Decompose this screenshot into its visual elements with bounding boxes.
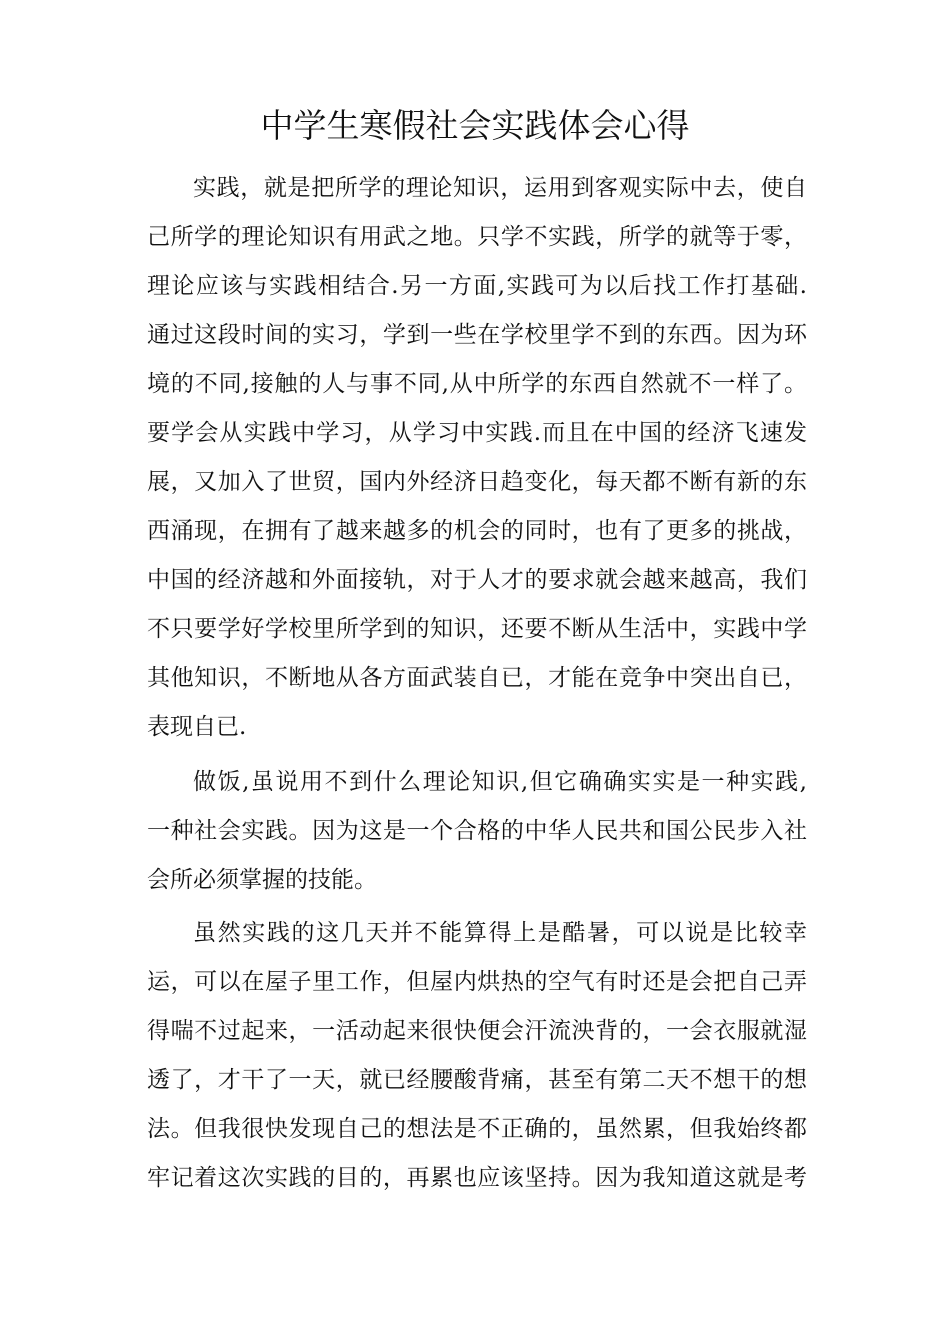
paragraph-1-line-1: 实践，就是把所学的理论知识，运用到客观实际中去，使自 xyxy=(193,175,807,201)
paragraph-2-line-2: 一种社会实践。因为这是一个合格的中华人民共和国公民步入社 xyxy=(147,818,807,844)
paragraph-1-line-11: 其他知识，不断地从各方面武装自已，才能在竞争中突出自已， xyxy=(147,665,807,691)
document-title: 中学生寒假社会实践体会心得 xyxy=(260,106,690,145)
paragraph-2-line-3: 会所必须掌握的技能。 xyxy=(147,867,377,893)
paragraph-1-line-10: 不只要学好学校里所学到的知识，还要不断从生活中，实践中学 xyxy=(147,616,807,642)
paragraph-1-line-12: 表现自已. xyxy=(147,714,247,740)
paragraph-3-line-2: 运，可以在屋子里工作，但屋内烘热的空气有时还是会把自己弄 xyxy=(147,969,807,995)
paragraph-3-line-3: 得喘不过起来，一活动起来很快便会汗流泱背的，一会衣服就湿 xyxy=(147,1018,807,1044)
paragraph-1-line-2: 己所学的理论知识有用武之地。只学不实践，所学的就等于零， xyxy=(147,224,807,250)
paragraph-1-line-6: 要学会从实践中学习，从学习中实践.而且在中国的经济飞速发 xyxy=(147,420,807,446)
paragraph-2-line-1: 做饭,虽说用不到什么理论知识,但它确确实实是一种实践, xyxy=(193,769,807,795)
paragraph-1-line-4: 通过这段时间的实习，学到一些在学校里学不到的东西。因为环 xyxy=(147,322,807,348)
paragraph-3-line-5: 法。但我很快发现自己的想法是不正确的，虽然累，但我始终都 xyxy=(147,1116,807,1142)
paragraph-3-line-1: 虽然实践的这几天并不能算得上是酷暑，可以说是比较幸 xyxy=(193,920,807,946)
paragraph-3-line-6: 牢记着这次实践的目的，再累也应该坚持。因为我知道这就是考 xyxy=(147,1165,807,1191)
paragraph-1-line-7: 展，又加入了世贸，国内外经济日趋变化，每天都不断有新的东 xyxy=(147,469,807,495)
paragraph-3-line-4: 透了，才干了一天，就已经腰酸背痛，甚至有第二天不想干的想 xyxy=(147,1067,807,1093)
paragraph-1-line-3: 理论应该与实践相结合.另一方面,实践可为以后找工作打基础. xyxy=(147,273,807,299)
paragraph-1-line-8: 西涌现，在拥有了越来越多的机会的同时，也有了更多的挑战， xyxy=(147,518,807,544)
paragraph-1-line-9: 中国的经济越和外面接轨，对于人才的要求就会越来越高，我们 xyxy=(147,567,807,593)
paragraph-1-line-5: 境的不同,接触的人与事不同,从中所学的东西自然就不一样了。 xyxy=(147,371,807,397)
